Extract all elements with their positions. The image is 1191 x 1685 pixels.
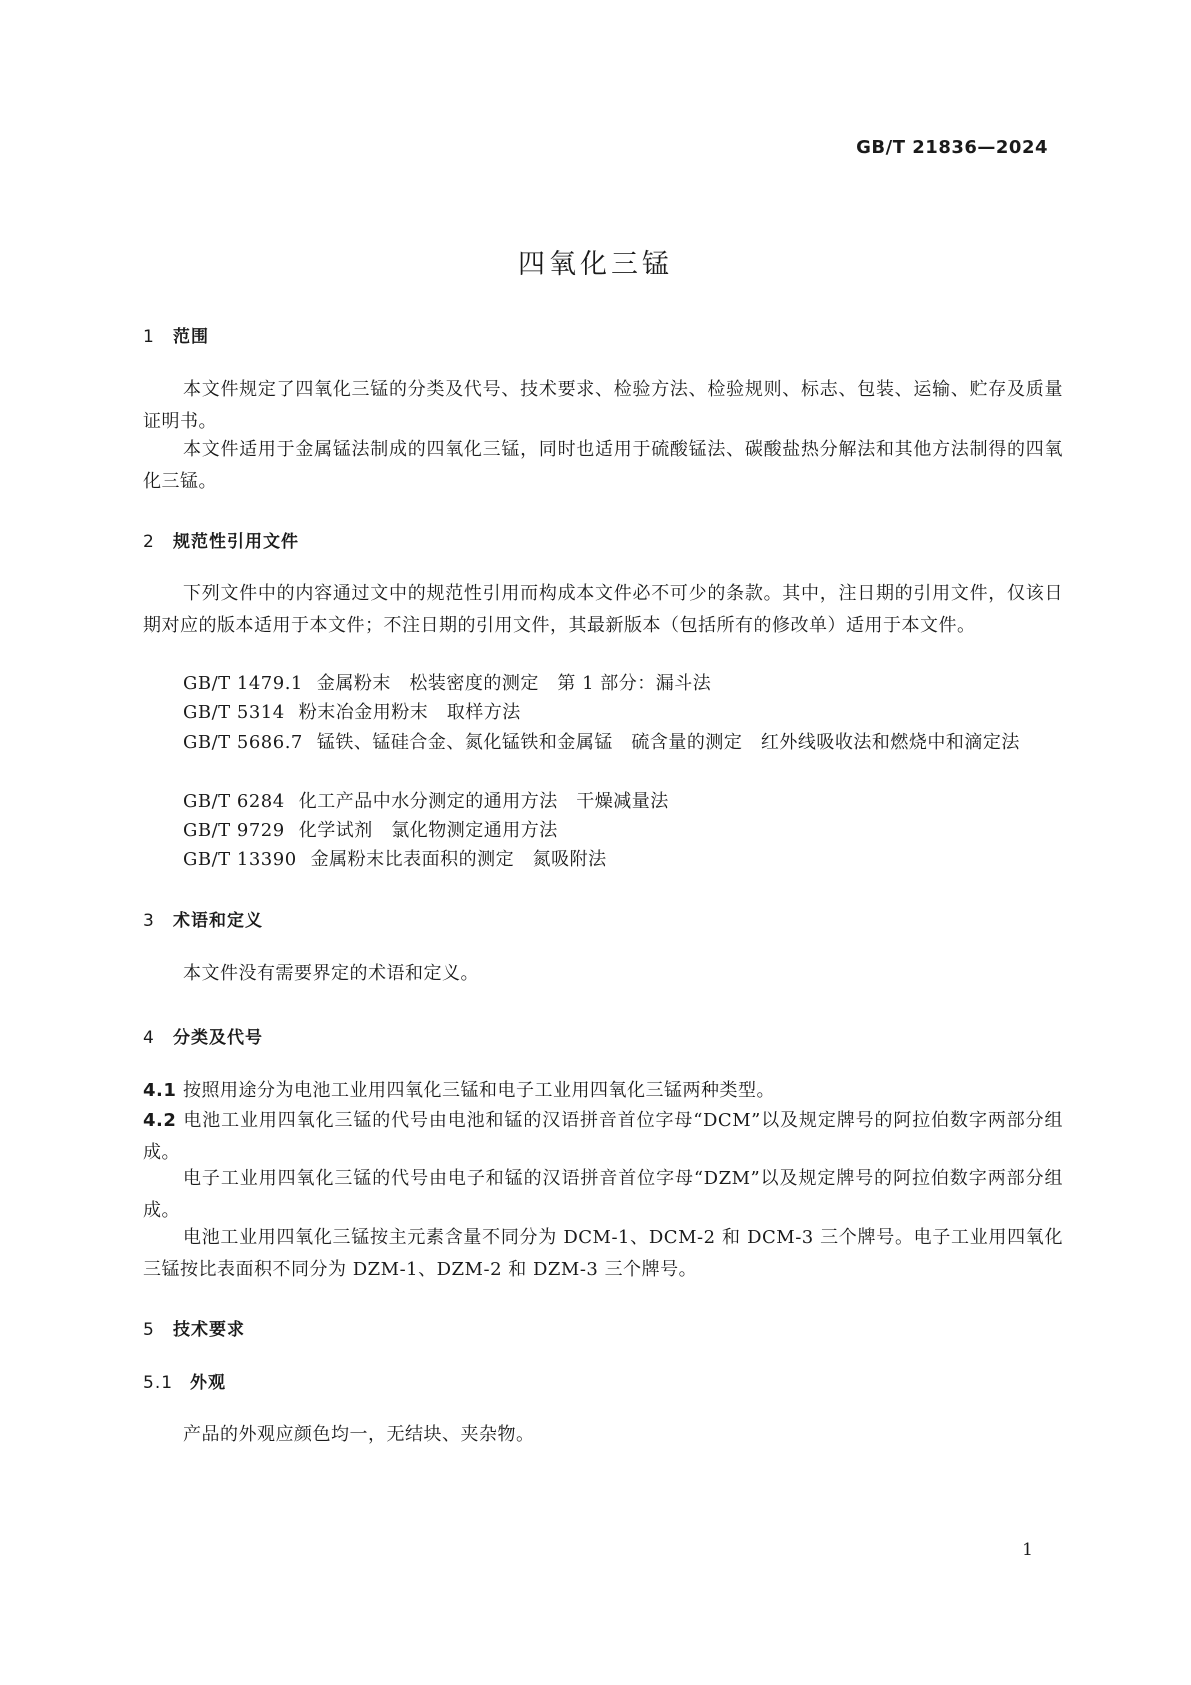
reference-code: GB/T 1479.1 xyxy=(183,673,303,694)
reference-title: 粉末冶金用粉末 取样方法 xyxy=(298,702,521,723)
subsection-number: 5.1 xyxy=(143,1373,174,1393)
reference-code: GB/T 6284 xyxy=(183,791,285,812)
paragraph: 本文件没有需要界定的术语和定义。 xyxy=(183,963,479,984)
reference-title: 化工产品中水分测定的通用方法 干燥减量法 xyxy=(298,791,669,812)
section-number: 2 xyxy=(143,532,155,552)
clause-4-2 xyxy=(143,1105,1063,1169)
reference-code: GB/T 13390 xyxy=(183,849,297,870)
clause-text: 电池工业用四氧化三锰的代号由电池和锰的汉语拼音首位字母“DCM”以及规定牌号的阿拉伯数字两部分组成。 xyxy=(143,1110,1063,1163)
paragraph: 本文件适用于金属锰法制成的四氧化三锰，同时也适用于硫酸锰法、碳酸盐热分解法和其他方法制得的四氧化三锰。 xyxy=(143,439,1063,492)
reference-code: GB/T 5686.7 xyxy=(183,732,303,753)
paragraph: 产品的外观应颜色均一，无结块、夹杂物。 xyxy=(183,1424,535,1445)
paragraph: 电子工业用四氧化三锰的代号由电子和锰的汉语拼音首位字母“DZM”以及规定牌号的阿拉伯数字两部分组成。 xyxy=(143,1168,1063,1221)
reference-title: 金属粉末比表面积的测定 氮吸附法 xyxy=(310,849,607,870)
clause-4-1 xyxy=(143,1075,1063,1107)
standard-code: GB/T 21836—2024 xyxy=(856,137,1048,158)
section-3-heading xyxy=(143,906,263,931)
reference-item xyxy=(183,697,1063,729)
clause-number: 4.2 xyxy=(143,1110,177,1131)
section-1-heading xyxy=(143,322,209,347)
section-number: 3 xyxy=(143,911,155,931)
section-4-heading xyxy=(143,1023,263,1048)
section-title: 技术要求 xyxy=(173,1320,245,1340)
section-number: 1 xyxy=(143,327,155,347)
subsection-5-1-heading xyxy=(143,1368,226,1393)
section-2-heading xyxy=(143,527,299,552)
section-5-heading xyxy=(143,1315,245,1340)
reference-item xyxy=(183,815,1063,847)
paragraph: 下列文件中的内容通过文中的规范性引用而构成本文件必不可少的条款。其中，注日期的引用文件，仅该日期对应的版本适用于本文件；不注日期的引用文件，其最新版本（包括所有的修改单）适用于本文件。 xyxy=(143,583,1063,636)
section-number: 5 xyxy=(143,1320,155,1340)
reference-title: 化学试剂 氯化物测定通用方法 xyxy=(298,820,558,841)
reference-title: 锰铁、锰硅合金、氮化锰铁和金属锰 硫含量的测定 红外线吸收法和燃烧中和滴定法 xyxy=(316,732,1020,753)
reference-code: GB/T 5314 xyxy=(183,702,285,723)
section-number: 4 xyxy=(143,1028,155,1048)
paragraph: 本文件规定了四氧化三锰的分类及代号、技术要求、检验方法、检验规则、标志、包装、运输、贮存及质量证明书。 xyxy=(143,379,1063,432)
section-title: 术语和定义 xyxy=(173,911,263,931)
page-number: 1 xyxy=(1022,1540,1033,1560)
section-title: 范围 xyxy=(173,327,209,347)
section-title: 分类及代号 xyxy=(173,1028,263,1048)
paragraph: 电池工业用四氧化三锰按主元素含量不同分为 DCM-1、DCM-2 和 DCM-3 三个牌号。电子工业用四氧化三锰按比表面积不同分为 DZM-1、DZM-2 和 DZM-3 三个牌号。 xyxy=(143,1227,1063,1280)
subsection-title: 外观 xyxy=(190,1373,226,1393)
clause-number: 4.1 xyxy=(143,1080,177,1101)
reference-title: 金属粉末 松装密度的测定 第 1 部分：漏斗法 xyxy=(316,673,712,694)
reference-code: GB/T 9729 xyxy=(183,820,285,841)
section-title: 规范性引用文件 xyxy=(173,532,299,552)
reference-item xyxy=(183,786,1063,818)
document-title: 四氧化三锰 xyxy=(518,249,673,280)
reference-item xyxy=(183,668,1063,700)
reference-item xyxy=(183,844,1063,876)
clause-text: 按照用途分为电池工业用四氧化三锰和电子工业用四氧化三锰两种类型。 xyxy=(183,1080,775,1101)
reference-item xyxy=(143,727,1063,759)
